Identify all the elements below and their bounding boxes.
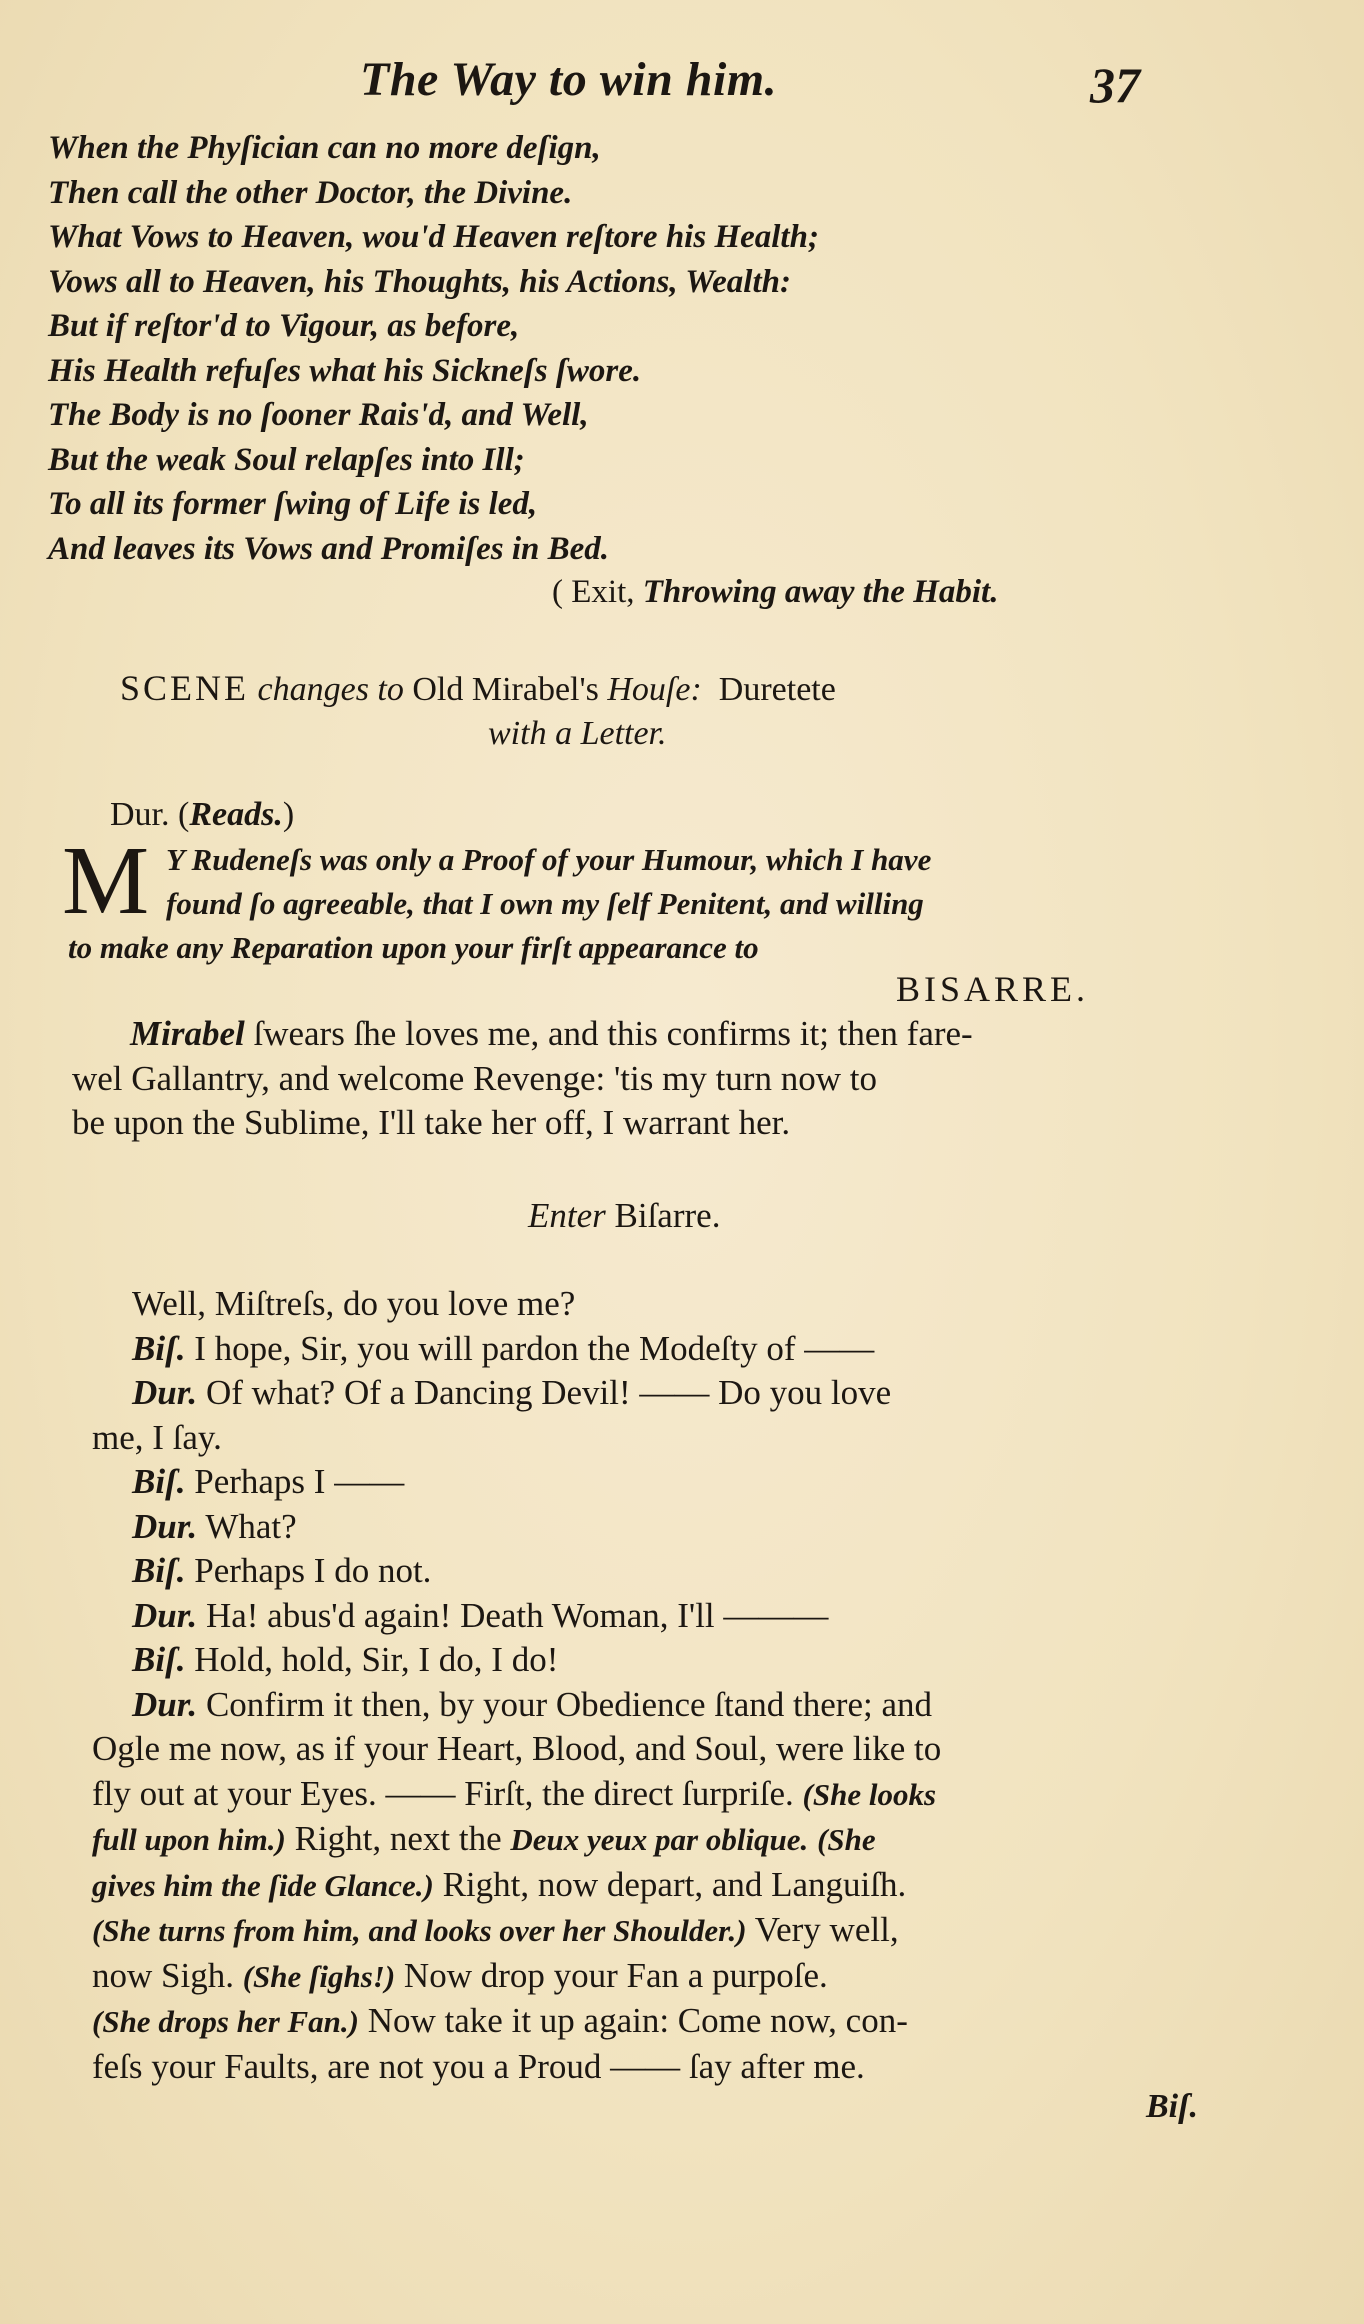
- dialogue-line: Ogle me now, as if your Heart, Blood, and Soul, were like to: [92, 1729, 942, 1768]
- verse-line: The Body is no ſooner Rais'd, and Well,: [48, 397, 589, 433]
- prose-line: [72, 1012, 1192, 1057]
- verse-line: And leaves its Vows and Promiſes in Bed.: [48, 530, 610, 567]
- dialogue-block: [88, 1282, 1228, 2089]
- speech-text: now Sigh.: [92, 1955, 234, 1995]
- reads-direction: Dur. (Reads.): [110, 796, 295, 833]
- speaker-label: Biſ.: [132, 1551, 186, 1590]
- speech-text: I hope, Sir, you will pardon the Modeſty of ——: [194, 1328, 875, 1368]
- verse-line: Then call the other Doctor, the Divine.: [48, 174, 573, 211]
- enter-direction: [528, 1196, 720, 1236]
- letter-line: Y Rudeneſs was only a Proof of your Humour, which I have: [166, 842, 932, 877]
- verse-line: But the weak Soul relapſes into Ill;: [48, 441, 525, 478]
- verse-block: [48, 126, 1148, 571]
- speaker-label: Dur.: [132, 1595, 198, 1635]
- dialogue-line: feſs your Faults, are not you a Proud —— ſay after me.: [92, 2046, 865, 2086]
- running-title: The Way to win him.: [360, 53, 778, 106]
- prose-line: be upon the Sublime, I'll take her off, I warrant her.: [72, 1103, 791, 1142]
- reads-speaker: Dur.: [110, 796, 170, 833]
- speech-text: Hold, hold, Sir, I do, I do!: [194, 1640, 559, 1679]
- speech-text: Confirm it then, by your Obedience ſtand there; and: [205, 1684, 932, 1724]
- verse-line: What Vows to Heaven, wou'd Heaven reſtore his Health;: [48, 219, 819, 255]
- stage-direction: (She looks: [802, 1776, 937, 1812]
- letter-block: [62, 827, 1188, 970]
- stage-direction: Deux yeux par oblique.: [510, 1822, 809, 1857]
- verse-line: His Health refuſes what his Sickneſs ſwore.: [48, 352, 642, 389]
- scene-changes-to: changes to: [257, 671, 404, 708]
- drop-cap: M: [62, 827, 150, 935]
- dialogue-line: [88, 1638, 1228, 1683]
- dialogue-line: [88, 1908, 1228, 1954]
- stage-direction: (She drops her Fan.): [92, 2004, 359, 2039]
- page-number: 37: [1090, 57, 1140, 113]
- scene-character: Duretete: [718, 671, 836, 708]
- scene-heading: [120, 666, 1120, 756]
- page-header: [0, 52, 1364, 112]
- dialogue-line: [88, 1683, 1228, 1728]
- verse-line: When the Phyſician can no more deſign,: [48, 130, 601, 166]
- verse-line: Vows all to Heaven, his Thoughts, his Actions, Wealth:: [48, 263, 791, 300]
- dialogue-line: [88, 1549, 1228, 1594]
- speech-text: Now drop your Fan a purpoſe.: [403, 1955, 828, 1995]
- speech-text: Right, next the: [294, 1819, 502, 1858]
- reads-text: Reads.: [189, 796, 283, 833]
- dialogue-line: [88, 1817, 1228, 1863]
- speech-text: Ha! abus'd again! Death Woman, I'll ———: [205, 1595, 829, 1635]
- speech-text: Perhaps I do not.: [194, 1551, 432, 1590]
- scene-house: Houſe:: [607, 671, 702, 708]
- speaker-label: Biſ.: [132, 1328, 186, 1368]
- speech-text: fly out at your Eyes. —— Firſt, the direct ſurpriſe.: [92, 1773, 794, 1813]
- exit-stage-direction: [552, 574, 998, 611]
- prose-name: Mirabel: [130, 1014, 245, 1053]
- speaker-label: Biſ.: [132, 1640, 186, 1679]
- dialogue-line: [88, 1772, 1228, 1818]
- letter-signature: BISARRE.: [896, 969, 1090, 1009]
- catchword: Biſ.: [1146, 2088, 1198, 2125]
- verse-line: But if reſtor'd to Vigour, as before,: [48, 308, 520, 344]
- scene-place: Old Mirabel's: [412, 671, 599, 708]
- prose-line: wel Gallantry, and welcome Revenge: 'tis my turn now to: [72, 1058, 877, 1098]
- exit-text: Throwing away the Habit.: [642, 574, 999, 610]
- dialogue-line: [88, 1505, 1228, 1550]
- dialogue-line: me, I ſay.: [92, 1417, 222, 1457]
- dialogue-line: [88, 1863, 1228, 1909]
- dialogue-line: [88, 1460, 1228, 1505]
- enter-word: Enter: [528, 1196, 606, 1235]
- speech-text: What?: [205, 1506, 297, 1546]
- speaker-label: Dur.: [132, 1373, 198, 1412]
- stage-direction: (She turns from him, and looks over her Shoulder.): [92, 1913, 747, 1948]
- dialogue-line: [88, 1954, 1228, 2000]
- speech-text: Right, now depart, and Languiſh.: [442, 1864, 907, 1904]
- verse-line: To all its former ſwing of Life is led,: [48, 486, 538, 522]
- enter-name: Biſarre.: [614, 1196, 721, 1235]
- speech-text: Now take it up again: Come now, con-: [367, 2001, 908, 2040]
- scene-with-letter: with a Letter.: [488, 715, 667, 752]
- dialogue-line: [88, 1999, 1228, 2045]
- speaker-label: Biſ.: [132, 1462, 186, 1501]
- speech-text: Perhaps I ——: [194, 1462, 405, 1501]
- speaker-label: Dur.: [132, 1684, 198, 1724]
- speech-text: Of what? Of a Dancing Devil! —— Do you love: [205, 1373, 892, 1412]
- prose-line-1: ſwears ſhe loves me, and this confirms it; then fare-: [253, 1014, 973, 1053]
- stage-direction: full upon him.): [92, 1822, 286, 1857]
- scene-word: SCENE: [120, 668, 250, 708]
- stage-direction: gives him the ſide Glance.): [92, 1867, 434, 1903]
- stage-direction: (She ſighs!): [242, 1958, 396, 1994]
- stage-direction: (She: [817, 1822, 876, 1857]
- speech-text: Very well,: [754, 1910, 899, 1949]
- letter-line: found ſo agreeable, that I own my ſelf Penitent, and willing: [166, 886, 924, 921]
- dialogue-line: [88, 1327, 1228, 1372]
- dialogue-line: Well, Miſtreſs, do you love me?: [132, 1284, 576, 1323]
- dialogue-line: [88, 1594, 1228, 1639]
- dialogue-line: [88, 1371, 1228, 1416]
- speaker-label: Dur.: [132, 1506, 198, 1546]
- exit-prefix: ( Exit,: [552, 574, 643, 610]
- letter-line: to make any Reparation upon your firſt appearance to: [68, 930, 759, 965]
- duretete-speech: [72, 1012, 1192, 1146]
